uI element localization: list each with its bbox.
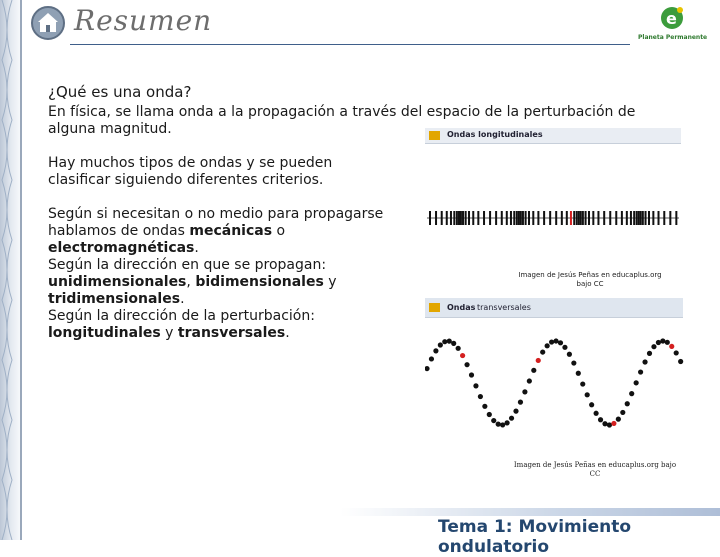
transverse-particle <box>611 421 616 426</box>
p3-text: , <box>186 274 196 290</box>
transverse-particle <box>602 421 607 426</box>
longitudinal-particle <box>630 211 632 225</box>
transverse-particle <box>665 340 670 345</box>
longitudinal-particle <box>518 211 520 225</box>
longitudinal-particle <box>489 211 491 225</box>
term-mecanicas: mecánicas <box>189 223 273 239</box>
classification-paragraph <box>48 206 393 342</box>
longitudinal-particle <box>640 211 642 225</box>
types-paragraph: Hay muchos tipos de ondas y se pueden clasificar siguiendo diferentes criterios. <box>48 155 333 188</box>
panel-title: Ondas longitudinales <box>447 130 543 139</box>
panel-title-part: Ondas <box>447 303 476 312</box>
term-longitudinales: longitudinales <box>48 325 161 341</box>
longitudinal-particle <box>555 211 557 225</box>
transverse-particle <box>558 340 563 345</box>
p3-text: y <box>323 274 337 290</box>
longitudinal-particle <box>669 211 671 225</box>
transverse-particle <box>629 391 634 396</box>
p3-text: Según la dirección de la perturbación: <box>48 308 315 324</box>
p3-text: y <box>160 325 178 341</box>
longitudinal-particle <box>528 211 530 225</box>
transverse-particle <box>553 338 558 343</box>
header-divider <box>70 44 630 45</box>
transverse-particle <box>460 353 465 358</box>
left-decorative-strip <box>0 0 22 540</box>
longitudinal-particle <box>585 211 587 225</box>
transverse-particle <box>594 411 599 416</box>
longitudinal-particle <box>648 211 650 225</box>
longitudinal-particle <box>642 211 644 225</box>
transverse-particle <box>425 366 430 371</box>
transverse-particle <box>567 352 572 357</box>
longitudinal-particle <box>537 211 539 225</box>
transverse-particle <box>536 358 541 363</box>
transverse-particle <box>429 356 434 361</box>
longitudinal-particle <box>633 211 635 225</box>
longitudinal-particle <box>468 211 470 225</box>
transverse-particle <box>464 362 469 367</box>
longitudinal-particle <box>615 211 617 225</box>
longitudinal-particle <box>506 211 508 225</box>
transverse-particle <box>433 348 438 353</box>
transverse-particle <box>527 378 532 383</box>
term-tridimensionales: tridimensionales <box>48 291 181 307</box>
transverse-particle <box>634 380 639 385</box>
longitudinal-wave-graphic <box>425 204 681 244</box>
footer-bar <box>340 508 720 516</box>
logo-text: Planeta Permanente <box>638 34 708 41</box>
p3-text: . <box>180 291 185 307</box>
strip-pattern <box>0 0 22 540</box>
longitudinal-particle <box>513 211 515 225</box>
transverse-particle <box>638 369 643 374</box>
longitudinal-particle <box>516 211 518 225</box>
longitudinal-particle <box>441 211 443 225</box>
transverse-particle <box>500 422 505 427</box>
longitudinal-particle <box>658 211 660 225</box>
transverse-particle <box>447 339 452 344</box>
longitudinal-particle <box>472 211 474 225</box>
panel-icon <box>429 131 440 140</box>
transverse-particle <box>456 346 461 351</box>
p3-text: o <box>272 223 286 239</box>
transverse-particle <box>438 342 443 347</box>
panel-icon <box>429 303 440 312</box>
transverse-particle <box>496 422 501 427</box>
longitudinal-particle <box>446 211 448 225</box>
transverse-particle <box>571 360 576 365</box>
transverse-particle <box>522 389 527 394</box>
transverse-particle <box>616 417 621 422</box>
longitudinal-particle <box>675 211 677 225</box>
p3-text: . <box>285 325 290 341</box>
transverse-particle <box>656 340 661 345</box>
svg-text:e: e <box>666 9 677 28</box>
longitudinal-particle <box>525 211 527 225</box>
p3-text: . <box>194 240 199 256</box>
transverse-particle <box>545 343 550 348</box>
longitudinal-particle <box>435 211 437 225</box>
longitudinal-caption: Imagen de Jesús Peñas en educaplus.org bajo CC <box>518 271 662 288</box>
transverse-particle <box>651 344 656 349</box>
longitudinal-particle <box>477 211 479 225</box>
transverse-particle <box>491 418 496 423</box>
transverse-particle <box>669 344 674 349</box>
longitudinal-particle <box>450 211 452 225</box>
transverse-particle <box>469 372 474 377</box>
transverse-particle <box>589 402 594 407</box>
longitudinal-particle <box>561 211 563 225</box>
longitudinal-particle <box>638 211 640 225</box>
home-icon[interactable] <box>30 5 66 41</box>
longitudinal-particle <box>429 211 431 225</box>
p3-text: Según la dirección en que se propagan: <box>48 257 327 273</box>
transverse-particle <box>518 400 523 405</box>
longitudinal-particle <box>588 211 590 225</box>
transverse-particle <box>531 368 536 373</box>
transverse-particle <box>625 401 630 406</box>
transverse-particle <box>660 338 665 343</box>
transverse-particle <box>598 417 603 422</box>
longitudinal-particle <box>663 211 665 225</box>
longitudinal-particle <box>456 211 458 225</box>
longitudinal-particle <box>566 211 568 225</box>
longitudinal-particle <box>609 211 611 225</box>
longitudinal-particle <box>522 211 524 225</box>
transverse-particle <box>580 381 585 386</box>
transverse-particle <box>451 341 456 346</box>
transverse-particle <box>513 409 518 414</box>
transverse-particle <box>509 416 514 421</box>
transverse-particle <box>678 359 683 364</box>
longitudinal-particle <box>576 211 578 225</box>
transverse-particle <box>647 351 652 356</box>
longitudinal-particle <box>460 211 462 225</box>
longitudinal-particle <box>636 211 638 225</box>
longitudinal-particle <box>549 211 551 225</box>
definition-paragraph: En física, se llama onda a la propagación a través del espacio de la perturbación de alguna magnitud. <box>48 104 636 137</box>
transverse-particle <box>478 394 483 399</box>
longitudinal-particle <box>580 211 582 225</box>
transverse-particle <box>642 359 647 364</box>
transverse-particle <box>442 339 447 344</box>
longitudinal-particle <box>578 211 580 225</box>
panel-title-part: transversales <box>477 303 531 312</box>
longitudinal-particle <box>597 211 599 225</box>
transverse-wave-graphic <box>425 318 685 458</box>
panel-header <box>425 298 683 318</box>
longitudinal-particle <box>652 211 654 225</box>
p3-text: Según si necesitan o no medio para propagarse hablamos de ondas <box>48 206 384 239</box>
longitudinal-wave-panel <box>425 128 681 242</box>
transverse-particle <box>607 422 612 427</box>
transverse-caption: Imagen de Jesús Peñas en educaplus.org bajo CC <box>513 461 677 478</box>
transverse-particle <box>482 404 487 409</box>
longitudinal-particle <box>453 211 455 225</box>
footer-title: Tema 1: Movimiento ondulatorio <box>438 517 632 557</box>
longitudinal-particle <box>501 211 503 225</box>
longitudinal-particle <box>645 211 647 225</box>
longitudinal-particle <box>510 211 512 225</box>
transverse-wave-panel <box>425 298 685 458</box>
longitudinal-particle <box>462 211 464 225</box>
transverse-particle <box>549 339 554 344</box>
longitudinal-particle <box>573 211 575 225</box>
panel-header <box>425 128 681 144</box>
transverse-particle <box>620 410 625 415</box>
transverse-particle <box>576 371 581 376</box>
transverse-particle <box>562 345 567 350</box>
longitudinal-particle <box>626 211 628 225</box>
longitudinal-particle <box>532 211 534 225</box>
longitudinal-particle <box>582 211 584 225</box>
transverse-particle <box>540 349 545 354</box>
longitudinal-particle <box>465 211 467 225</box>
longitudinal-particle <box>458 211 460 225</box>
transverse-particle <box>487 412 492 417</box>
term-bidimensionales: bidimensionales <box>195 274 324 290</box>
longitudinal-particle <box>570 211 572 225</box>
term-electromagneticas: electromagnéticas <box>48 240 195 256</box>
longitudinal-particle <box>603 211 605 225</box>
transverse-particle <box>585 392 590 397</box>
transverse-particle <box>674 350 679 355</box>
term-transversales: transversales <box>177 325 286 341</box>
transverse-particle <box>473 383 478 388</box>
page-title: Resumen <box>74 4 213 37</box>
longitudinal-particle <box>520 211 522 225</box>
longitudinal-particle <box>621 211 623 225</box>
longitudinal-particle <box>592 211 594 225</box>
longitudinal-particle <box>483 211 485 225</box>
section-question: ¿Qué es una onda? <box>48 83 192 101</box>
longitudinal-particle <box>543 211 545 225</box>
term-unidimensionales: unidimensionales <box>48 274 187 290</box>
transverse-particle <box>505 420 510 425</box>
longitudinal-particle <box>495 211 497 225</box>
